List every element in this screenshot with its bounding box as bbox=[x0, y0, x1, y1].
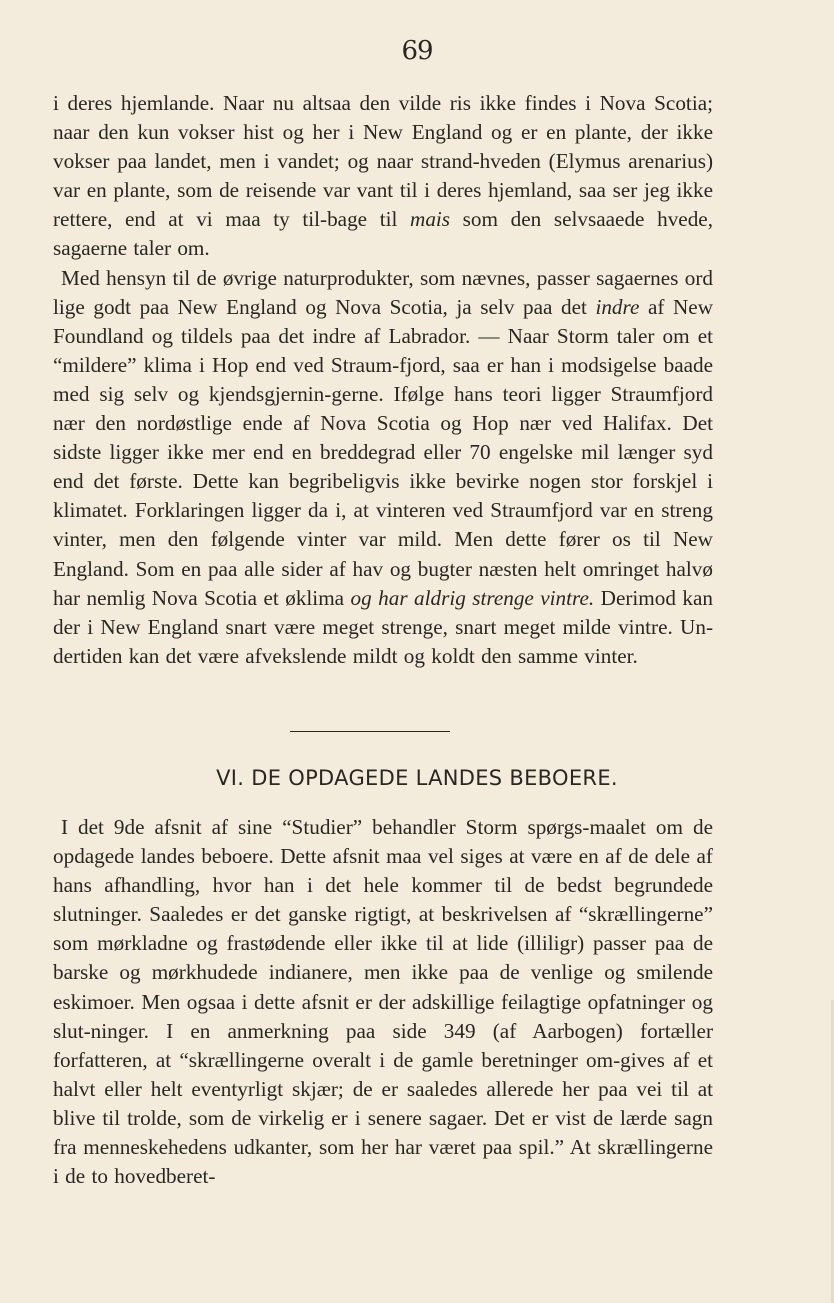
section-heading: VI. DE OPDAGEDE LANDES BEBOERE. bbox=[216, 766, 618, 790]
text-run: i deres hjemlande. Naar nu altsaa den vilde ris ikke findes i Nova Scotia; naar den kun vokser hist og her i New England og er en plante, der ikke vokser paa landet, men i vandet; og naar strand-hveden (Elymus arenarius) var en plante, som de reisende var vant til i deres hjemland, saa ser jeg ikke rettere, end at vi maa ty til-bage til bbox=[53, 91, 713, 232]
body-text-lower bbox=[53, 813, 713, 1191]
section-divider-rule bbox=[290, 731, 450, 732]
italic-text-run: mais bbox=[410, 207, 451, 232]
text-run: I det 9de afsnit af sine “Studier” behandler Storm spørgs-maalet om de opdagede landes beboere. Dette afsnit maa vel siges at være en af de dele af hans afhandling, hvor han i det hele kommer til de bedst begrundede slutninger. Saaledes er det ganske rigtigt, at beskrivelsen af “skrællingerne” som mørkladne og frastødende eller ikke til at lide (illiligr) passer paa de barske og mørkhudede indianere, men ikke paa de venlige og smilende eskimoer. Men ogsaa i dette afsnit er der adskillige feilagtige opfatninger og slut-ninger. I en anmerkning paa side 349 (af Aarbogen) fortæller forfatteren, at “skrællingerne overalt i de gamle beretninger om-gives af et halvt eller helt eventyrligt skjær; de er saaledes allerede her paa vei til at blive til trolde, som de virkelig er i senere sagaer. Det er vist de lærde sagn fra menneskehedens udkanter, som her har været paa spil.” At skrællingerne i de to hovedberet- bbox=[53, 815, 713, 1189]
text-run: af New Foundland og tildels paa det indre af Labrador. — Naar Storm taler om et “mildere” klima i Hop end ved Straum-fjord, saa er han i modsigelse baade med sig selv og kjendsgjernin-gerne. Ifølge hans teori ligger Straumfjord nær den nordøstlige ende af Nova Scotia og Hop nær ved Halifax. Det sidste ligger ikke mer end en breddegrad eller 70 engelske mil længer syd end det første. Dette kan begribeligvis ikke bevirke nogen stor forskjel i klimatet. Forklaringen ligger da i, at vinteren ved Straumfjord var en streng vinter, men den følgende vinter var mild. Men dette fører os til New England. Som en paa alle sider af hav og bugter næsten helt omringet halvø har nemlig Nova Scotia et øklima bbox=[53, 294, 713, 610]
paragraph bbox=[53, 264, 713, 671]
page-number: 69 bbox=[401, 36, 433, 66]
paragraph bbox=[53, 813, 713, 1191]
body-text-upper bbox=[53, 89, 713, 671]
italic-text-run: indre bbox=[595, 294, 640, 319]
italic-text-run: og har aldrig strenge vintre. bbox=[350, 585, 595, 610]
text-run: Med hensyn til de øvrige naturprodukter, som nævnes, passer sagaernes ord lige godt paa New England og Nova Scotia, ja selv paa det bbox=[53, 265, 713, 319]
text-run: som den selvsaaede hvede, sagaerne taler om. bbox=[53, 207, 713, 261]
text-run: Derimod kan der i New England snart være meget strenge, snart meget milde vintre. Un-dertiden kan det være afvekslende mildt og koldt den samme vinter. bbox=[53, 585, 713, 668]
paragraph bbox=[53, 89, 713, 264]
